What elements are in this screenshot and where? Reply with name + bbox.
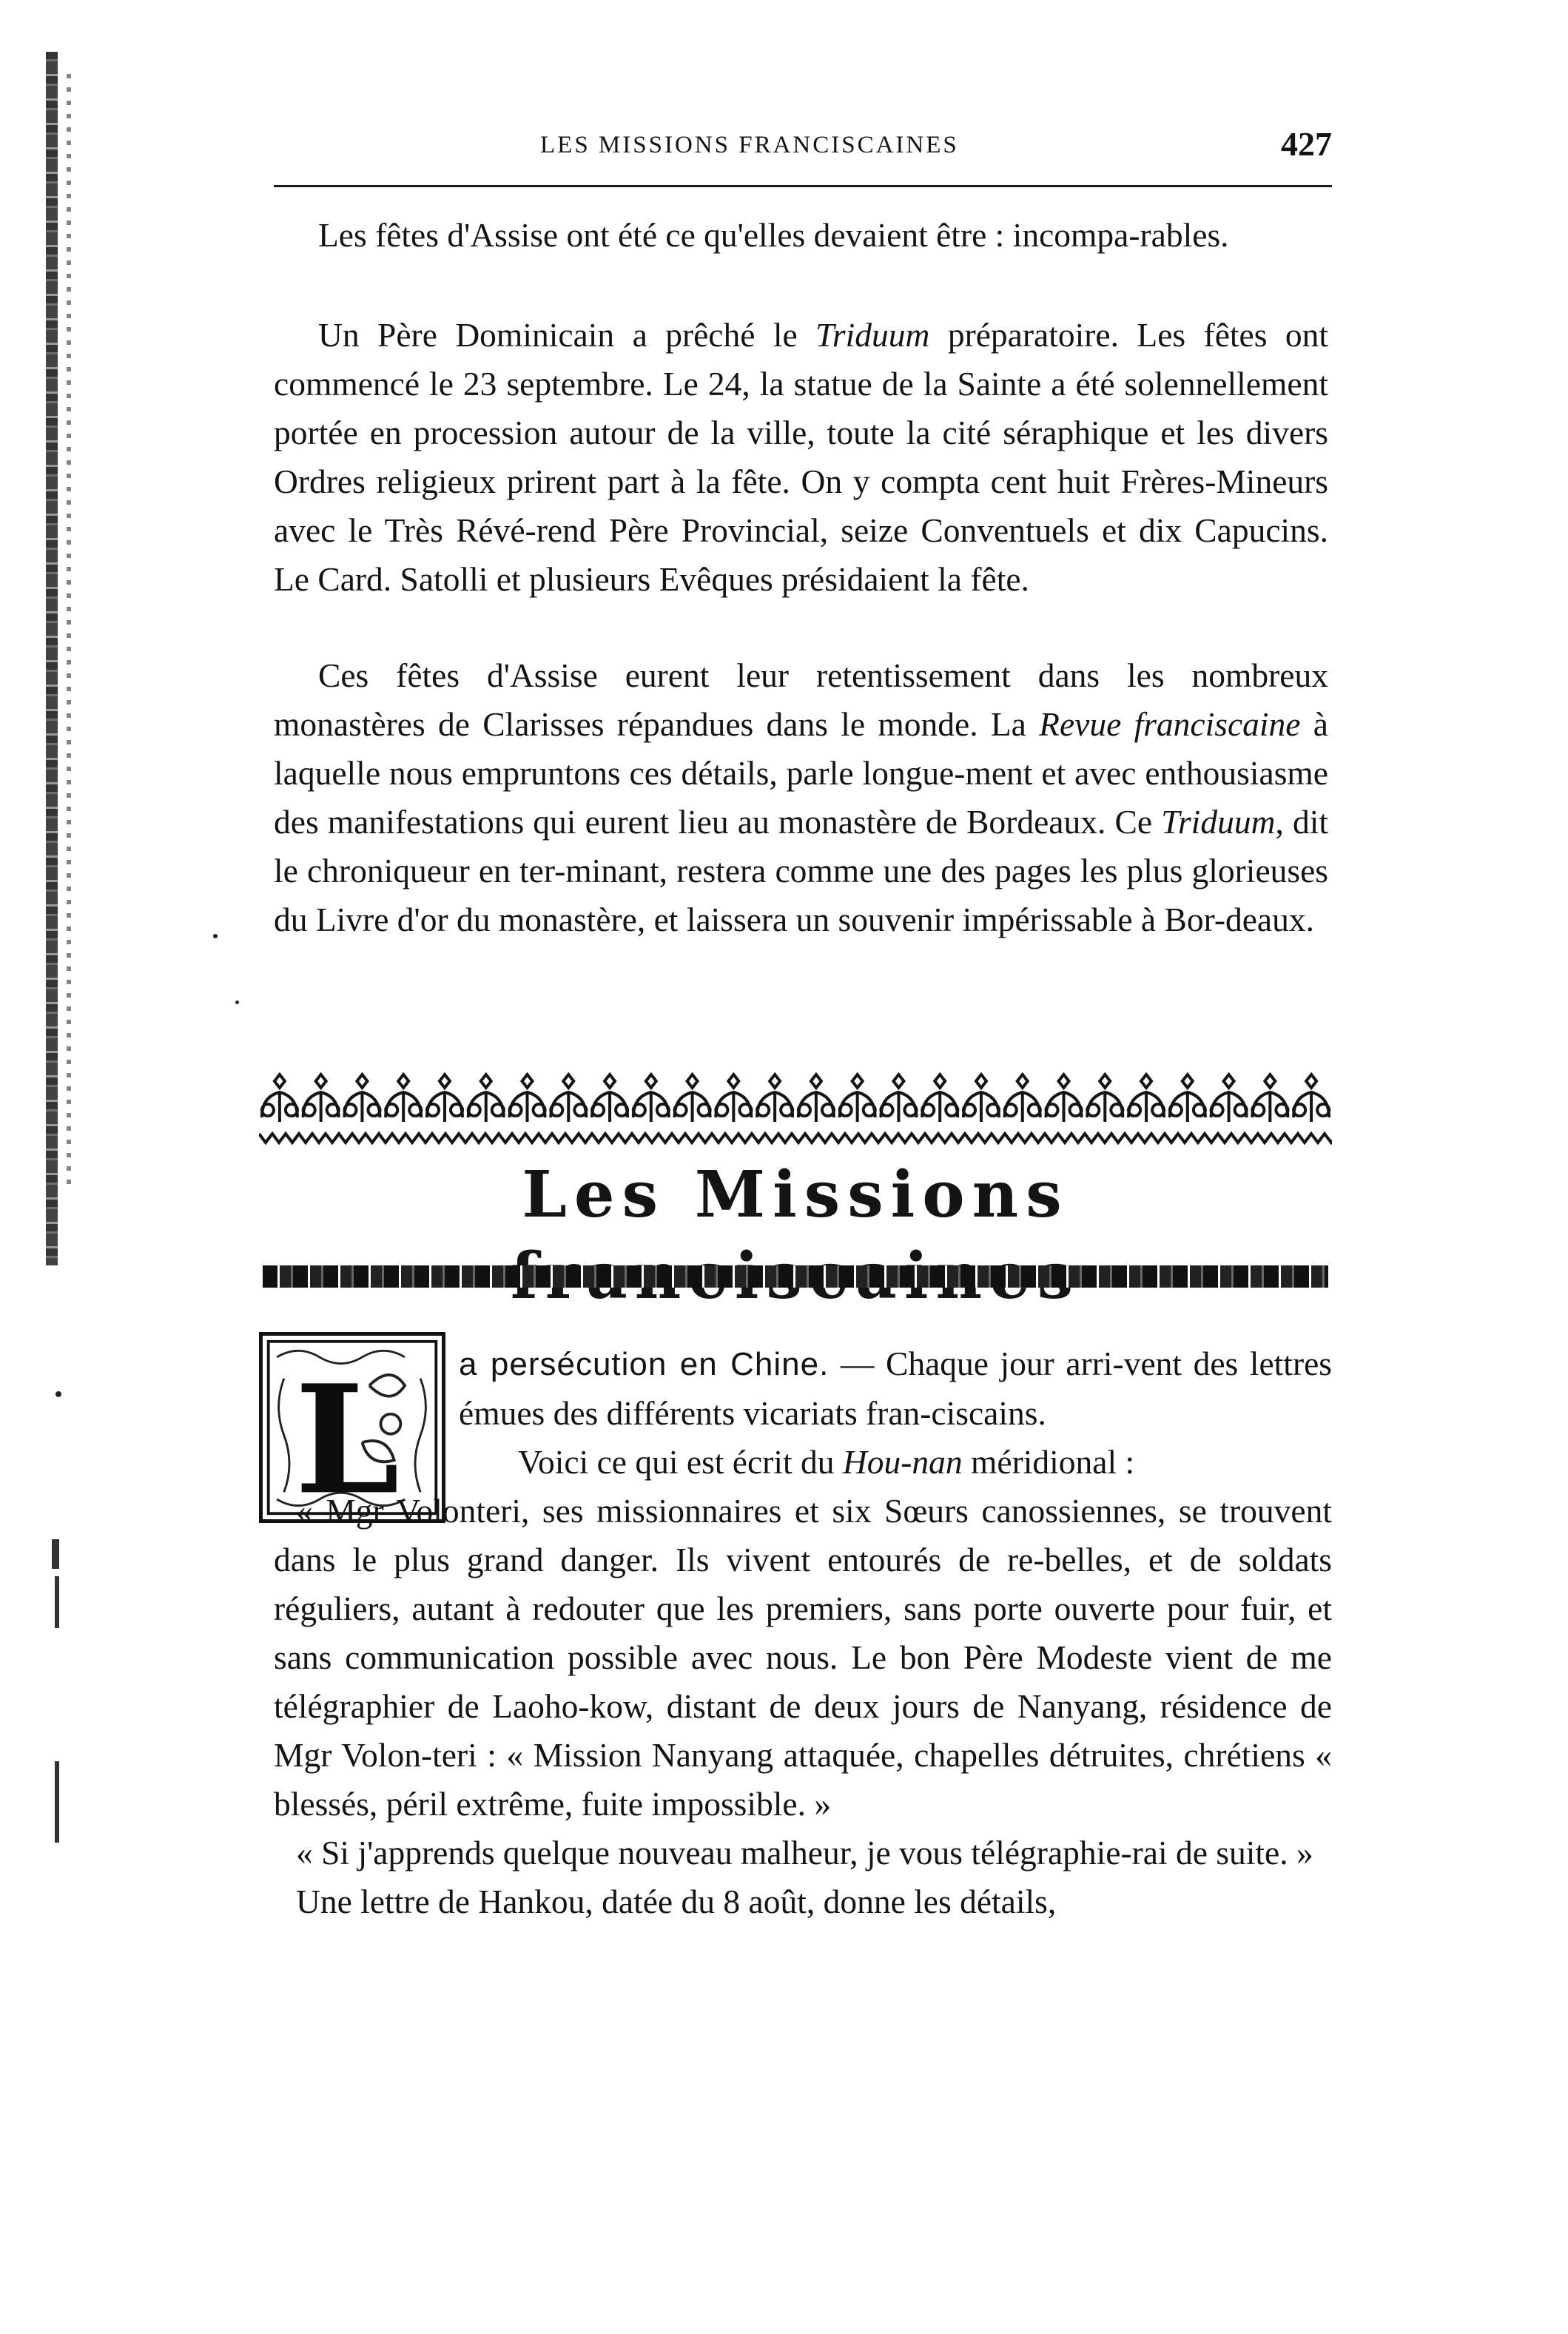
paragraph-segment: Ces fêtes d'Assise eurent leur retentissement dans les nombreux monastères de Clarisses répandues dans le monde. La: [274, 656, 1328, 743]
fleuron: [1211, 1074, 1247, 1122]
binding-edge-scan-artifact: [46, 52, 58, 1265]
drop-cap-letter: L: [295, 1352, 400, 1519]
scan-mark: [52, 1539, 59, 1569]
fleuron: [1252, 1074, 1288, 1122]
fleuron: [1293, 1074, 1329, 1122]
fleuron: [1170, 1074, 1205, 1122]
paragraph-segment: , dit le chroniqueur en ter-minant, restera comme une des pages les plus glorieuses du Livre d'or du monastère, et laissera un souvenir impérissable à Bor-deaux.: [274, 803, 1328, 938]
paragraph-text: [274, 651, 1328, 944]
ink-speck: [213, 934, 218, 938]
fleuron: [1087, 1074, 1123, 1122]
lead-text: — Chaque jour arri-vent des lettres émues des différents vicariats fran-ciscains.: [459, 1345, 1332, 1432]
section-body: [274, 1339, 1332, 1926]
running-title: LES MISSIONS FRANCISCAINES: [540, 132, 959, 158]
fleuron: [922, 1074, 958, 1122]
decorative-rule: [263, 1265, 1328, 1288]
italic-term: Triduum: [1161, 803, 1276, 841]
fleuron: [1005, 1074, 1040, 1122]
fleuron: [551, 1074, 586, 1122]
ink-speck: [55, 1391, 61, 1397]
header-rule: [274, 185, 1332, 187]
fleuron: [716, 1074, 751, 1122]
fleuron: [262, 1074, 297, 1122]
section-title: Les Missions: [522, 1157, 1069, 1232]
ink-speck: [235, 1000, 239, 1004]
fleuron: [427, 1074, 462, 1122]
fleuron: [633, 1074, 669, 1122]
lead-paragraph: [459, 1339, 1332, 1438]
paragraph-segment: à laquelle nous empruntons ces détails, parle longue-ment et avec enthousiasme des manifestations qui eurent lieu au monastère de Bordeaux. Ce: [274, 705, 1328, 841]
fleuron: [840, 1074, 875, 1122]
paragraph-segment: Un Père Dominicain a prêché le: [318, 316, 816, 354]
fleuron: [798, 1074, 834, 1122]
scan-mark: [55, 1576, 59, 1628]
fleuron: [675, 1074, 710, 1122]
fleuron: [303, 1074, 339, 1122]
fleuron: [1128, 1074, 1164, 1122]
paragraph: [274, 651, 1328, 944]
scan-mark: [55, 1761, 59, 1843]
paragraph-segment: méridional :: [962, 1443, 1135, 1481]
paragraph-segment: Voici ce qui est écrit du: [518, 1443, 843, 1481]
fleuron: [963, 1074, 999, 1122]
fleuron: [592, 1074, 627, 1122]
lead-heading: a persécution en Chine.: [459, 1346, 830, 1382]
paragraph-text: [274, 311, 1328, 604]
fleuron: [1046, 1074, 1082, 1122]
page-number: 427: [1281, 125, 1332, 163]
quote-paragraph: « Mgr Volonteri, ses missionnaires et six Sœurs canossiennes, se trouvent dans le plus grand danger. Ils vivent entourés de re-belles, et de soldats réguliers, autant à redouter que les premiers, sans porte ouverte pour fuir, et sans communication possible avec nous. Le bon Père Modeste vient de me télégraphier de Laoho-kow, distant de deux jours de Nanyang, résidence de Mgr Volon-teri : « Mission Nanyang attaquée, chapelles détruites, chrétiens « blessés, péril extrême, fuite impossible. »: [274, 1492, 1332, 1823]
ornament-band: [259, 1066, 1332, 1147]
paragraph-segment: Les fêtes d'Assise ont été ce qu'elles devaient être : incompa-rables.: [318, 216, 1229, 254]
closing-line: Une lettre de Hankou, datée du 8 août, donne les détails,: [296, 1883, 1057, 1920]
zigzag-border: [259, 1134, 1332, 1143]
fleuron: [757, 1074, 793, 1122]
fleuron: [386, 1074, 421, 1122]
binding-edge-speckle: [67, 74, 71, 1184]
place-name: Hou-nan: [842, 1443, 963, 1481]
fleuron: [344, 1074, 380, 1122]
paragraph: [274, 211, 1328, 260]
fleuron: [510, 1074, 545, 1122]
ornament-graphic: [259, 1066, 1332, 1147]
paragraph: [274, 311, 1328, 604]
paragraph-text: [459, 1438, 1332, 1487]
quote-paragraph: « Si j'apprends quelque nouveau malheur, je vous télégraphie-rai de suite. »: [296, 1834, 1313, 1871]
paragraph-text: [274, 211, 1328, 260]
fleuron: [468, 1074, 504, 1122]
paragraph-segment: préparatoire. Les fêtes ont commencé le 23 septembre. Le 24, la statue de la Sainte a été solennellement portée en procession autour de la ville, toute la cité séraphique et les divers Ordres religieux prirent part à la fête. On y compta cent huit Frères-Mineurs avec le Très Révé-rend Père Provincial, seize Conventuels et dix Capucins. Le Card. Satolli et plusieurs Evêques présidaient la fête.: [274, 316, 1329, 598]
fleuron: [881, 1074, 916, 1122]
italic-term: Triduum: [815, 316, 930, 354]
italic-title: Revue franciscaine: [1039, 705, 1301, 743]
